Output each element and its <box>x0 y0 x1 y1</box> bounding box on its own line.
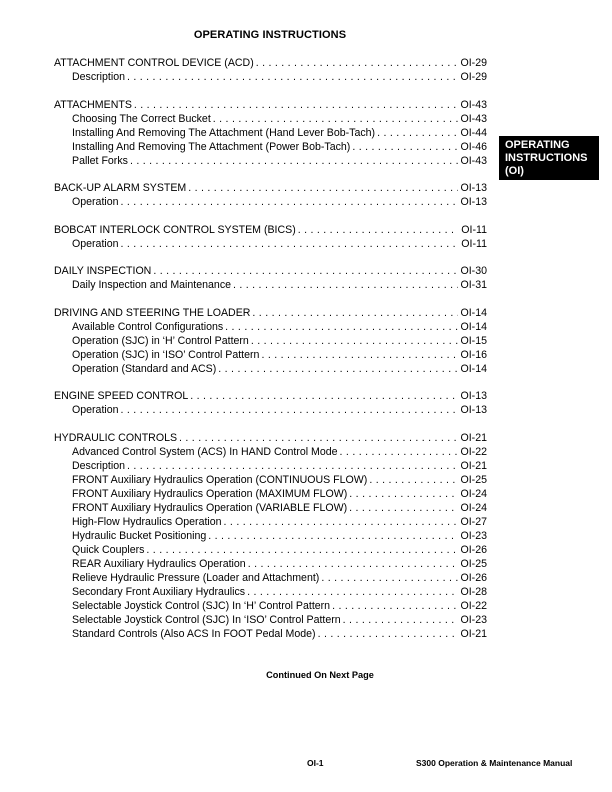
toc-entry[interactable] <box>54 529 487 543</box>
toc-page-ref: OI-13 <box>460 404 487 416</box>
toc-entry[interactable] <box>54 362 487 376</box>
toc-section <box>54 389 487 417</box>
toc-page-ref: OI-25 <box>460 557 487 570</box>
leader-dots <box>224 515 458 529</box>
leader-dots <box>153 264 457 278</box>
toc-heading-label: ATTACHMENT CONTROL DEVICE (ACD) <box>54 57 254 69</box>
toc-entry[interactable] <box>54 445 487 459</box>
toc-page-ref: OI-22 <box>460 445 487 458</box>
leader-dots <box>248 557 458 571</box>
toc-entry-label: Installing And Removing The Attachment (Power Bob-Tach) <box>72 140 351 153</box>
toc-page-ref: OI-31 <box>460 279 487 291</box>
leader-dots <box>121 195 458 209</box>
leader-dots <box>256 56 458 70</box>
toc-page-ref: OI-24 <box>460 501 487 514</box>
toc-page-ref: OI-27 <box>460 515 487 528</box>
toc-entry-label: FRONT Auxiliary Hydraulics Operation (MAXIMUM FLOW) <box>72 487 348 500</box>
toc-heading-label: ATTACHMENTS <box>54 98 132 111</box>
toc-entry[interactable] <box>54 140 487 154</box>
toc-page-ref: OI-11 <box>461 237 487 250</box>
toc-entry-label: Hydraulic Bucket Positioning <box>72 529 207 542</box>
leader-dots <box>318 627 458 641</box>
leader-dots <box>130 154 458 168</box>
toc-entry[interactable] <box>54 459 487 473</box>
toc-entry-label: Operation (SJC) in ‘H’ Control Pattern <box>72 334 249 347</box>
toc-page-ref: OI-46 <box>460 140 487 153</box>
toc-entry-label: Available Control Configurations <box>72 320 224 333</box>
toc-entry-label: Operation <box>72 196 119 208</box>
toc-entry[interactable] <box>54 627 487 641</box>
leader-dots <box>127 459 458 473</box>
toc-page-ref: OI-13 <box>460 390 487 402</box>
toc-entry-label: Advanced Control System (ACS) In HAND Control Mode <box>72 445 338 458</box>
section-tab-line: INSTRUCTIONS <box>505 152 588 164</box>
toc-entry-label: Quick Couplers <box>72 543 145 556</box>
toc-entry-label: High-Flow Hydraulics Operation <box>72 515 222 528</box>
toc-entry-label: Operation (SJC) in ‘ISO’ Control Pattern <box>72 348 260 361</box>
toc-entry-label: Secondary Front Auxiliary Hydraulics <box>72 585 246 598</box>
toc-heading[interactable] <box>54 181 487 195</box>
toc-page-ref: OI-13 <box>460 196 487 208</box>
section-tab-line: (OI) <box>505 165 524 177</box>
toc-entry[interactable] <box>54 543 487 557</box>
toc-page-ref: OI-21 <box>460 431 487 444</box>
toc-entry[interactable] <box>54 473 487 487</box>
toc-entry-label: FRONT Auxiliary Hydraulics Operation (CONTINUOUS FLOW) <box>72 473 368 486</box>
toc-entry-label: Operation <box>72 237 119 250</box>
toc-section <box>54 181 487 209</box>
leader-dots <box>332 599 457 613</box>
toc-entry-label: Operation (Standard and ACS) <box>72 362 217 375</box>
leader-dots <box>349 501 457 515</box>
toc-entry[interactable] <box>54 112 487 126</box>
leader-dots <box>121 237 459 251</box>
footer-manual-title: S300 Operation & Maintenance Manual <box>416 758 573 768</box>
toc-entry-label: Description <box>72 459 125 472</box>
toc-entry-label: Standard Controls (Also ACS In FOOT Pedal Mode) <box>72 627 316 640</box>
toc-page-ref: OI-23 <box>460 529 487 542</box>
toc-entry[interactable] <box>54 487 487 501</box>
toc-section <box>54 56 487 84</box>
toc-entry[interactable] <box>54 237 487 251</box>
toc-entry-label: FRONT Auxiliary Hydraulics Operation (VARIABLE FLOW) <box>72 501 348 514</box>
leader-dots <box>218 362 457 376</box>
toc-page-ref: OI-30 <box>460 265 487 277</box>
toc-heading[interactable] <box>54 56 487 70</box>
toc-entry[interactable] <box>54 126 487 140</box>
toc-page-ref: OI-14 <box>460 306 487 319</box>
toc-entry-label: Description <box>72 71 125 83</box>
leader-dots <box>225 320 457 334</box>
toc-heading-label: BOBCAT INTERLOCK CONTROL SYSTEM (BICS) <box>54 223 296 236</box>
leader-dots <box>179 431 457 445</box>
toc-entry-label: Pallet Forks <box>72 154 128 167</box>
toc-page-ref: OI-13 <box>460 182 487 194</box>
toc-entry-label: Choosing The Correct Bucket <box>72 112 211 125</box>
leader-dots <box>247 585 457 599</box>
toc-entry-label: Operation <box>72 404 119 416</box>
toc-entry-label: Relieve Hydraulic Pressure (Loader and Attachment) <box>72 571 320 584</box>
footer-page-number: OI-1 <box>307 758 324 768</box>
toc-page-ref: OI-26 <box>460 543 487 556</box>
leader-dots <box>121 403 458 417</box>
toc-section <box>54 98 487 168</box>
toc-section <box>54 431 487 641</box>
leader-dots <box>340 445 458 459</box>
leader-dots <box>352 140 457 154</box>
continued-note: Continued On Next Page <box>266 670 374 680</box>
toc-heading-label: DAILY INSPECTION <box>54 265 152 277</box>
leader-dots <box>134 98 458 112</box>
leader-dots <box>377 126 457 140</box>
toc-entry-label: Installing And Removing The Attachment (Hand Lever Bob-Tach) <box>72 126 376 139</box>
toc-page-ref: OI-16 <box>460 348 487 361</box>
toc-entry[interactable] <box>54 403 487 417</box>
toc-page-ref: OI-29 <box>460 57 487 69</box>
toc-entry[interactable] <box>54 613 487 627</box>
toc-page-ref: OI-22 <box>460 599 487 612</box>
leader-dots <box>188 181 457 195</box>
toc-entry[interactable] <box>54 348 487 362</box>
toc-entry-label: Selectable Joystick Control (SJC) In ‘H’ Control Pattern <box>72 599 331 612</box>
toc-heading[interactable] <box>54 389 487 403</box>
leader-dots <box>343 613 458 627</box>
toc-entry[interactable] <box>54 599 487 613</box>
toc-page-ref: OI-14 <box>460 362 487 375</box>
toc-entry[interactable] <box>54 195 487 209</box>
toc-page-ref: OI-25 <box>460 473 487 486</box>
toc-entry[interactable] <box>54 320 487 334</box>
toc-heading[interactable] <box>54 264 487 278</box>
section-tab <box>499 136 599 180</box>
leader-dots <box>208 529 457 543</box>
toc-page-ref: OI-23 <box>460 613 487 626</box>
toc-page-ref: OI-21 <box>460 459 487 472</box>
leader-dots <box>298 223 459 237</box>
toc-page-ref: OI-43 <box>460 112 487 125</box>
toc-section <box>54 306 487 376</box>
leader-dots <box>261 348 457 362</box>
toc-entry[interactable] <box>54 515 487 529</box>
leader-dots <box>190 389 457 403</box>
toc-entry-label: Daily Inspection and Maintenance <box>72 279 232 291</box>
toc-entry[interactable] <box>54 557 487 571</box>
toc-entry[interactable] <box>54 501 487 515</box>
toc-entry[interactable] <box>54 334 487 348</box>
toc-page-ref: OI-44 <box>460 126 487 139</box>
toc-page-ref: OI-24 <box>460 487 487 500</box>
toc-page-ref: OI-43 <box>460 98 487 111</box>
leader-dots <box>369 473 457 487</box>
toc-page-ref: OI-11 <box>461 223 487 236</box>
toc-section <box>54 264 487 292</box>
leader-dots <box>251 334 458 348</box>
toc-page-ref: OI-29 <box>460 71 487 83</box>
leader-dots <box>233 278 457 292</box>
section-tab-line: OPERATING <box>505 139 570 151</box>
toc-page-ref: OI-21 <box>460 627 487 640</box>
toc-page-ref: OI-43 <box>460 154 487 167</box>
toc-heading-label: DRIVING AND STEERING THE LOADER <box>54 306 251 319</box>
toc-heading[interactable] <box>54 223 487 237</box>
toc-heading-label: ENGINE SPEED CONTROL <box>54 390 189 402</box>
leader-dots <box>349 487 457 501</box>
toc-entry[interactable] <box>54 154 487 168</box>
toc-entry-label: REAR Auxiliary Hydraulics Operation <box>72 557 246 570</box>
toc-section <box>54 223 487 251</box>
leader-dots <box>127 70 458 84</box>
toc-heading[interactable] <box>54 98 487 112</box>
toc-entry[interactable] <box>54 70 487 84</box>
table-of-contents <box>54 56 487 654</box>
leader-dots <box>321 571 457 585</box>
toc-page-ref: OI-28 <box>460 585 487 598</box>
toc-entry[interactable] <box>54 571 487 585</box>
toc-page-ref: OI-14 <box>460 320 487 333</box>
toc-heading-label: HYDRAULIC CONTROLS <box>54 431 178 444</box>
leader-dots <box>146 543 457 557</box>
toc-heading[interactable] <box>54 431 487 445</box>
toc-heading[interactable] <box>54 306 487 320</box>
toc-page-ref: OI-15 <box>460 334 487 347</box>
leader-dots <box>213 112 458 126</box>
toc-heading-label: BACK-UP ALARM SYSTEM <box>54 182 187 194</box>
toc-entry[interactable] <box>54 278 487 292</box>
toc-entry[interactable] <box>54 585 487 599</box>
leader-dots <box>252 306 457 320</box>
toc-page-ref: OI-26 <box>460 571 487 584</box>
toc-entry-label: Selectable Joystick Control (SJC) In ‘ISO’ Control Pattern <box>72 613 341 626</box>
page-title: OPERATING INSTRUCTIONS <box>193 29 347 41</box>
